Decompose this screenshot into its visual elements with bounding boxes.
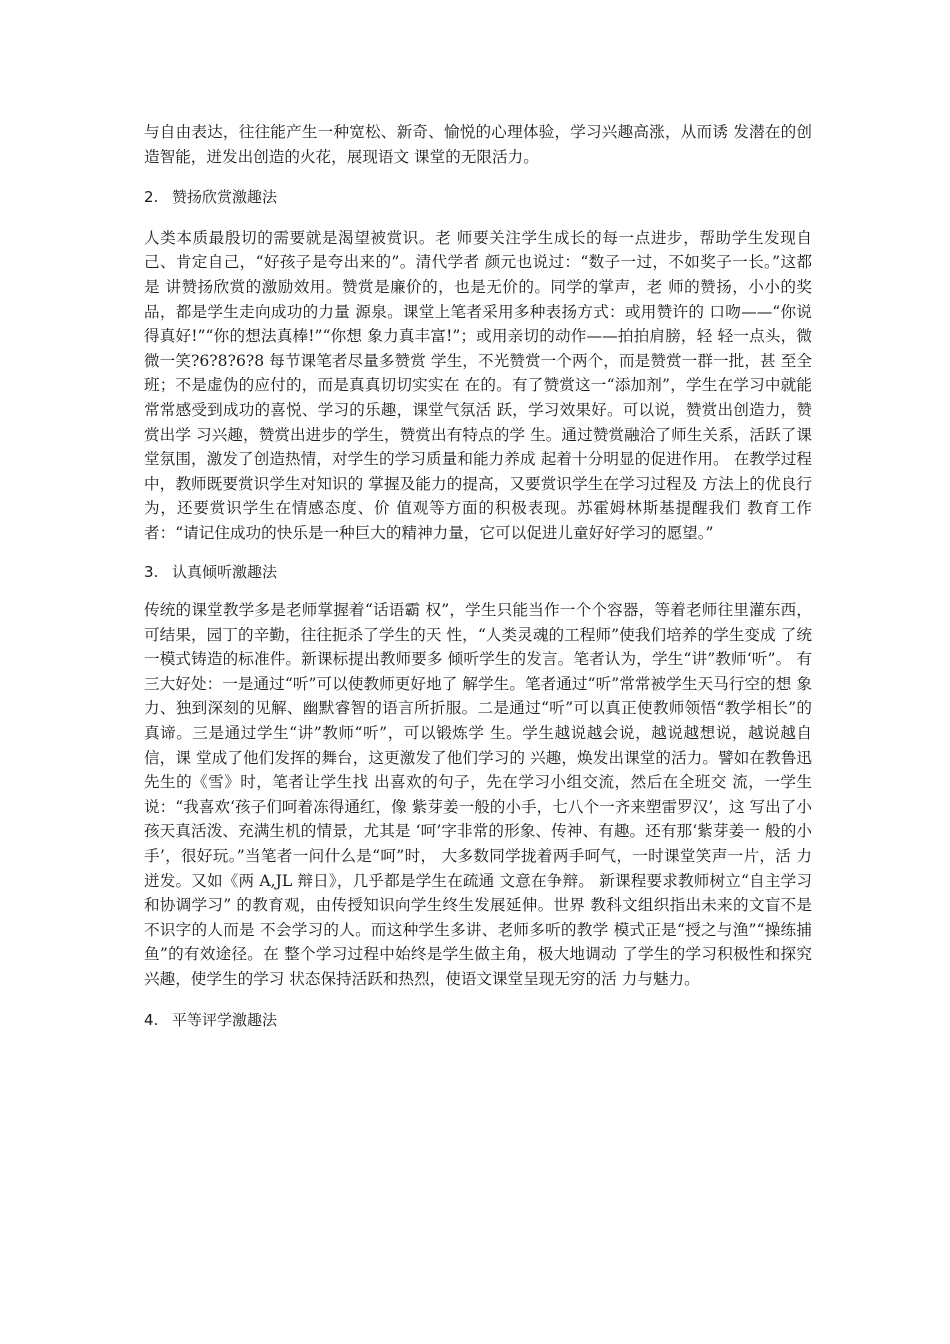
section-title-3: 认真倾听激趣法 [172, 562, 278, 581]
section-heading-4 [144, 1008, 812, 1033]
section-body-2: 人类本质最殷切的需要就是渴望被赏识。老 师要关注学生成长的每一点进步，帮助学生发现自己、肯定自己，“好孩子是夸出来的”。清代学者 颜元也说过：“数子一过，不如奖子一长。”这都是 讲赞扬欣赏的激励效用。赞赏是廉价的，也是无价的。同学的掌声，老 师的赞扬，小小的奖品，都是学生走向成功的力量 源泉。课堂上笔者采用多种表扬方式：或用赞许的 口吻——“你说得真好!”“你的想法真棒!”“你想 象力真丰富!”；或用亲切的动作——拍拍肩膀，轻 轻一点头，微微一笑?6?8?6?8 每节课笔者尽量多赞赏 学生，不光赞赏一个两个，而是赞赏一群一批，甚 至全班；不是虚伪的应付的，而是真真切切实实在 在的。有了赞赏这一“添加剂”，学生在学习中就能 常常感受到成功的喜悦、学习的乐趣，课堂气氛活 跃，学习效果好。可以说，赞赏出创造力，赞赏出学 习兴趣，赞赏出进步的学生，赞赏出有特点的学 生。通过赞赏融洽了师生关系，活跃了课堂氛围，激发了创造热情，对学生的学习质量和能力养成 起着十分明显的促进作用。 在教学过程中，教师既要赏识学生对知识的 掌握及能力的提高，又要赏识学生在学习过程及 方法上的优良行为，还要赏识学生在情感态度、价 值观等方面的积极表现。苏霍姆林斯基提醒我们 教育工作者：“请记住成功的快乐是一种巨大的精神力量，它可以促进儿童好好学习的愿望。” [144, 228, 812, 542]
section-number-3: 3. [144, 562, 159, 581]
section-number-2: 2. [144, 188, 159, 207]
section-body-3: 传统的课堂教学多是老师掌握着“话语霸 权”，学生只能当作一个个容器，等着老师往里灌东西，可结果，园丁的辛勤，往往扼杀了学生的天 性，“人类灵魂的工程师”使我们培养的学生变成 了统一模式铸造的标准件。新课标提出教师要多 倾听学生的发言。笔者认为，学生“讲”教师‘听”。 有三大好处：一是通过“听”可以使教师更好地了 解学生。笔者通过“听”常常被学生天马行空的想 象力、独到深刻的见解、幽默睿智的语言所折服。二是通过“听”可以真正使教师领悟“教学相长”的 真谛。三是通过学生“讲”教师“听”，可以锻炼学 生。学生越说越会说，越说越想说，越说越自信，课 堂成了他们发挥的舞台，这更激发了他们学习的 兴趣，焕发出课堂的活力。譬如在教鲁迅先生的《雪》时，笔者让学生找 出喜欢的句子，先在学习小组交流，然后在全班交 流，一学生说：“我喜欢‘孩子们呵着冻得通红，像 紫芽姜一般的小手，七八个一齐来塑雷罗汉’，这 写出了小孩天真活泼、充满生机的情景，尤其是 ‘呵’字非常的形象、传神、有趣。还有那‘紫芽姜一 般的小手’，很好玩。”当笔者一问什么是“呵”时， 大多数同学拢着两手呵气，一时课堂笑声一片，活 力迸发。又如《两 A,JL 辩日》，几乎都是学生在疏通 文意在争辩。 新课程要求教师树立“自主学习和协调学习” 的教育观，由传授知识向学生终生发展延伸。世界 教科文组织指出未来的文盲不是不识字的人而是 不会学习的人。而这种学生多讲、老师多听的教学 模式正是“授之与渔”“操练捕鱼”的有效途径。在 整个学习过程中始终是学生做主角，极大地调动 了学生的学习积极性和探究兴趣，使学生的学习 状态保持活跃和热烈，使语文课堂呈现无穷的活 力与魅力。 [144, 601, 812, 988]
paragraph-intro: 与自由表达，往往能产生一种宽松、新奇、愉悦的心理体验，学习兴趣高涨，从而诱 发潜在的创造智能，迸发出创造的火花，展现语文 课堂的无限活力。 [144, 123, 812, 166]
section-heading-2 [144, 185, 812, 210]
section-heading-3 [144, 560, 812, 585]
section-title-4: 平等评学激趣法 [172, 1010, 278, 1029]
document-page [144, 120, 812, 1032]
section-title-2: 赞扬欣赏激趣法 [172, 188, 278, 207]
section-number-4: 4. [144, 1010, 159, 1029]
